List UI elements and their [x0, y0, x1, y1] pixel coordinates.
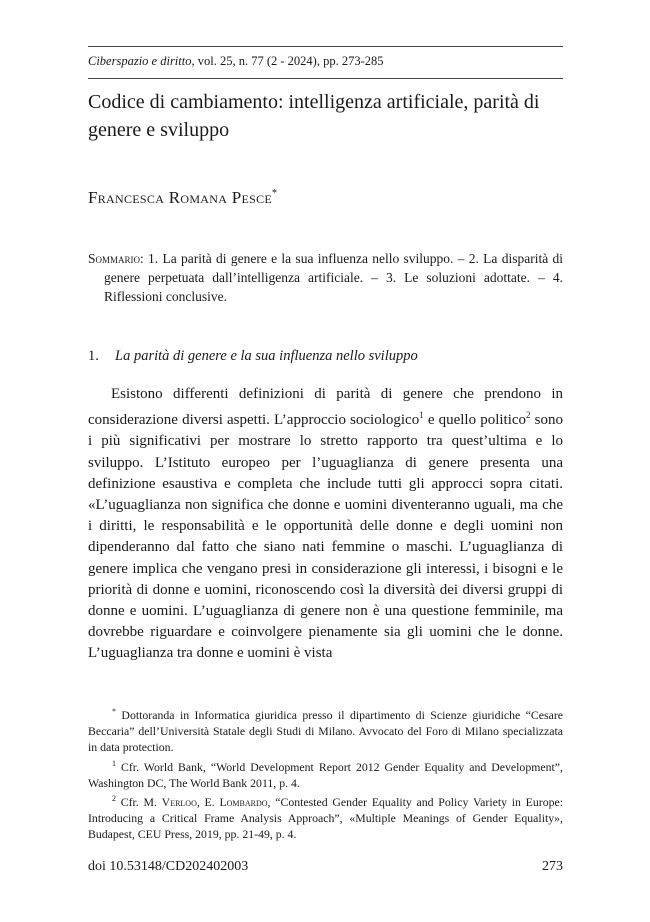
- footnote-1: [88, 756, 563, 791]
- summary: [88, 249, 563, 306]
- author-footnote-marker: *: [272, 188, 278, 199]
- footnote-1-marker: 1: [112, 758, 116, 768]
- section-title: La parità di genere e la sua influenza nello sviluppo: [115, 348, 418, 364]
- summary-label: Sommario:: [88, 251, 144, 266]
- author-line: [88, 183, 563, 209]
- footnote-2-mid: , E.: [196, 795, 220, 810]
- journal-page: [88, 0, 563, 922]
- footnote-star-marker: *: [112, 707, 116, 716]
- body-text-part-3: sono i più significativi per mostrare lo stretto rapporto tra quest’ultima e lo sviluppo. L’Istituto europeo per l’uguaglianza di genere presenta una definizione esaustiva e completa che include tutti gli approcci sopra citati. «L’uguaglianza non significa che donne e uomini diventeranno uguali, ma che i diritti, le responsabilità e le opportunità delle donne e degli uomini non dipenderanno dal fatto che siano nati femmine o maschi. L’uguaglianza di genere implica che vengano presi in considerazione gli interessi, i bisogni e le priorità di donne e uomini, riconoscendo così la diversità dei diversi gruppi di donne e uomini. L’uguaglianza di genere non è una questione femminile, ma dovrebbe riguardare e coinvolgere pienamente sia gli uomini che le donne. L’uguaglianza tra donne e uomini è vista: [88, 412, 563, 662]
- summary-text: 1. La parità di genere e la sua influenza nello sviluppo. – 2. La disparità di genere perpetuata dall’intelligenza artificiale. – 3. Le soluzioni adottate. – 4. Riflessioni conclusive.: [104, 251, 563, 304]
- footnote-ref-1: 1: [419, 410, 424, 421]
- footnote-2-pre: Cfr. M.: [116, 795, 162, 810]
- footnote-1-text: Cfr. World Bank, “World Development Report 2012 Gender Equality and Development”, Washington DC, The World Bank 2011, p. 4.: [88, 759, 563, 790]
- journal-name: Ciberspazio e diritto: [88, 54, 192, 68]
- author-name: Francesca Romana Pesce: [88, 188, 273, 207]
- journal-details: , vol. 25, n. 77 (2 - 2024), pp. 273-285: [191, 54, 384, 68]
- footnote-ref-2: 2: [526, 410, 531, 421]
- header-rule: [88, 78, 563, 79]
- footnote-2-text: , “Contested Gender Equality and Policy Variety in Europe: Introducing a Critical Frame Analysis Approach”, «Multiple Meanings of Gender Equality», Budapest, CEU Press, 2019, pp. 21-49, p. 4.: [88, 795, 564, 842]
- body-text-part-2: e quello politico: [423, 412, 527, 429]
- footnote-star: [88, 704, 563, 756]
- doi: doi 10.53148/CD202402003: [88, 859, 249, 874]
- footnotes: [88, 704, 563, 843]
- page-number: 273: [542, 859, 563, 874]
- article-title: Codice di cambiamento: intelligenza artificiale, parità di genere e sviluppo: [88, 91, 540, 141]
- body-text-part-1: Esistono differenti definizioni di parità di genere che prendono in considerazione diversi aspetti. L’approccio sociologico: [88, 386, 563, 429]
- footnote-2: [88, 791, 563, 843]
- footnote-star-text: Dottoranda in Informatica giuridica presso il dipartimento di Scienze giuridiche “Cesare Beccaria” dell’Università Statale degli Studi di Milano. Avvocato del Foro di Milano specializzata in data protection.: [88, 708, 563, 755]
- footnote-2-author-1: Verloo: [161, 795, 197, 810]
- body-paragraph: [88, 384, 563, 665]
- section-heading: [88, 346, 563, 366]
- footnote-2-author-2: Lombardo: [219, 795, 268, 810]
- running-head: [88, 53, 563, 70]
- footnote-2-marker: 2: [112, 794, 116, 804]
- top-rule: [88, 46, 563, 47]
- body-text: [88, 384, 563, 665]
- section-number: 1.: [88, 348, 99, 364]
